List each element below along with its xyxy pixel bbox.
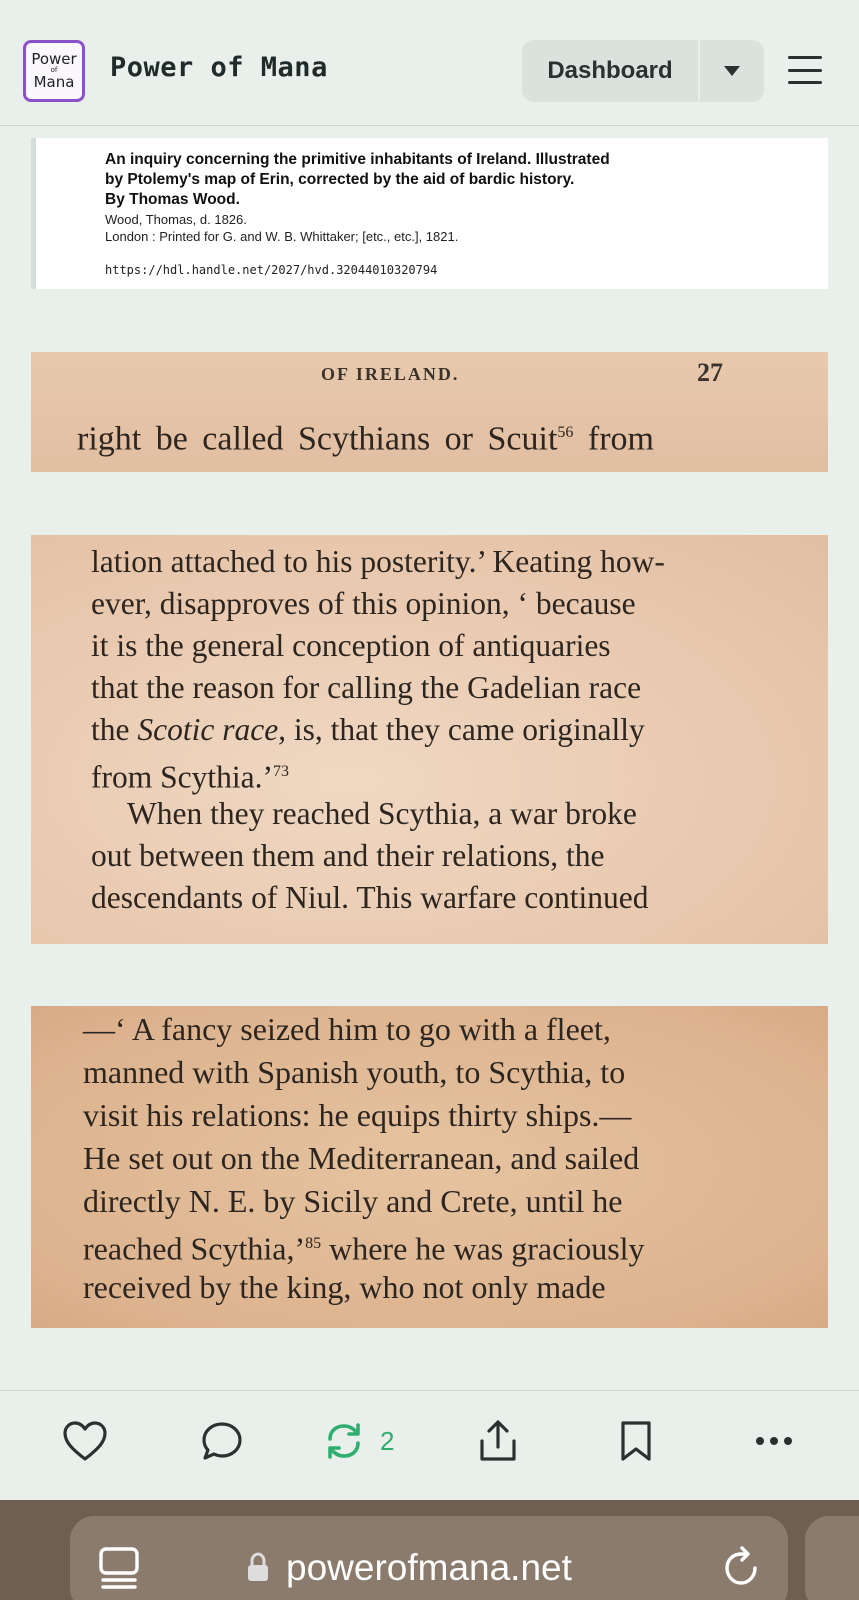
citation-author: Wood, Thomas, d. 1826. (105, 212, 247, 227)
bookmark-icon (618, 1419, 654, 1463)
app-header (0, 0, 859, 126)
footnote-ref: 73 (272, 763, 289, 780)
next-tab-preview[interactable] (805, 1516, 859, 1600)
scan-text: from Scythia.’ (91, 759, 273, 795)
hamburger-menu-icon[interactable] (785, 52, 825, 88)
scan-text-line: directly N. E. by Sicily and Crete, until he (83, 1183, 623, 1219)
scan-text-line: —‘ A fancy seized him to go with a fleet, (83, 1011, 611, 1047)
citation-url[interactable]: https://hdl.handle.net/2027/hvd.32044010320794 (105, 263, 438, 277)
scan-text-line (91, 709, 645, 751)
logo-line-2: of (50, 66, 58, 75)
tabs-icon[interactable] (98, 1546, 140, 1590)
logo-line-1: Power (31, 49, 77, 68)
citation-publisher: London : Printed for G. and W. B. Whittaker; [etc., etc.], 1821. (105, 229, 459, 244)
logo-line-3: Mana (33, 72, 75, 91)
comment-icon (200, 1420, 244, 1462)
post-action-bar (0, 1390, 859, 1500)
scan-text-line: received by the king, who not only made (83, 1269, 606, 1305)
more-icon (754, 1435, 794, 1447)
repost-count: 2 (380, 1425, 395, 1456)
repost-icon (322, 1419, 366, 1463)
scan-text-line (77, 412, 654, 460)
citation-title-line: An inquiry concerning the primitive inhabitants of Ireland. Illustrated (105, 151, 610, 168)
scan-text-line: He set out on the Mediterranean, and sailed (83, 1140, 640, 1176)
scan-text: reached Scythia,’ (83, 1230, 306, 1267)
scan-text-line: that the reason for calling the Gadelian race (91, 670, 642, 705)
scan-text-line: descendants of Niul. This warfare continued (91, 880, 649, 915)
scan-text-line: ever, disapproves of this opinion, ‘ because (91, 586, 636, 621)
scan-text: where he was graciously (321, 1230, 645, 1267)
scan-text: is, that they came originally (286, 712, 645, 747)
scan-text-line: When they reached Scythia, a war broke (127, 796, 637, 831)
citation-title-line: By Thomas Wood. (105, 191, 240, 208)
scan-text-line: manned with Spanish youth, to Scythia, to (83, 1054, 626, 1090)
page-scan-image[interactable] (31, 1006, 828, 1328)
bookmark-button[interactable] (618, 1417, 654, 1465)
page-number: 27 (697, 358, 723, 387)
citation-card (31, 138, 828, 289)
caret-down-icon (723, 65, 741, 77)
lock-icon (246, 1552, 270, 1582)
repost-button[interactable] (322, 1417, 394, 1465)
like-button[interactable] (62, 1417, 108, 1465)
scan-text: right be called Scythians or Scuit (77, 420, 558, 458)
scan-text: from (573, 420, 654, 458)
running-head: OF IRELAND. (321, 364, 460, 384)
url-text[interactable]: powerofmana.net (286, 1547, 572, 1588)
page-scan-image[interactable] (31, 535, 828, 944)
reply-button[interactable] (200, 1417, 244, 1465)
footnote-ref: 85 (305, 1235, 322, 1252)
share-button[interactable] (477, 1417, 519, 1465)
dashboard-button-group (522, 40, 764, 102)
citation-title-line: by Ptolemy's map of Erin, corrected by the aid of bardic history. (105, 171, 575, 188)
page-scan-image[interactable] (31, 352, 828, 472)
scan-text-line: lation attached to his posterity.’ Keating how- (91, 544, 665, 579)
scan-text-line (83, 1223, 645, 1270)
scan-text: the (91, 712, 138, 747)
site-title[interactable]: Power of Mana (110, 52, 328, 83)
scan-text-line (91, 751, 289, 799)
more-button[interactable] (754, 1417, 794, 1465)
scan-text-line: out between them and their relations, the (91, 838, 605, 873)
heart-icon (62, 1420, 108, 1462)
reload-icon[interactable] (722, 1546, 762, 1588)
citation-title (105, 150, 795, 210)
share-icon (477, 1419, 519, 1463)
dashboard-button[interactable]: Dashboard (522, 40, 698, 102)
scan-text-italic: Scotic race, (137, 712, 287, 747)
scan-text-line: visit his relations: he equips thirty ships.— (83, 1097, 632, 1133)
footnote-ref: 56 (557, 424, 574, 441)
site-logo[interactable] (23, 40, 85, 102)
dashboard-dropdown-button[interactable] (700, 40, 764, 102)
scan-text-line: it is the general conception of antiquaries (91, 628, 611, 663)
